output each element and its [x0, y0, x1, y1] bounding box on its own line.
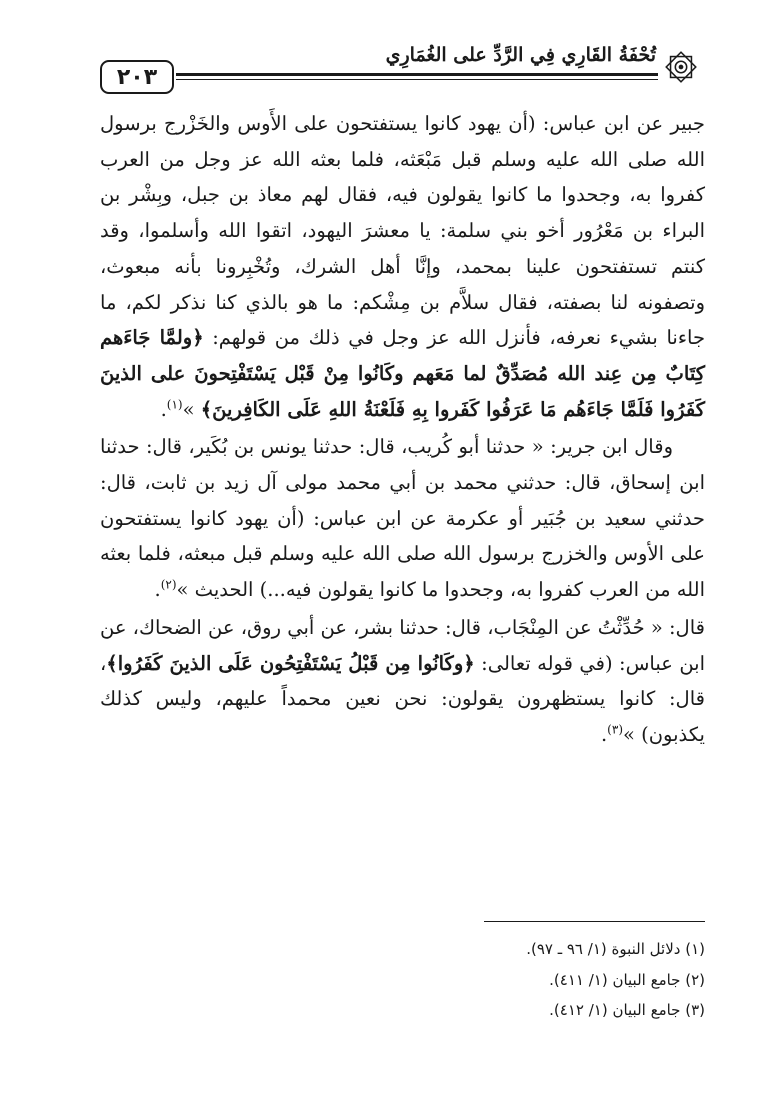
footnote-reference: (١)	[166, 397, 183, 412]
text-segment: ، قال: كانوا يستظهرون يقولون: نحن نعين محمداً عليهم، وليس كذلك يكذبون) »	[100, 651, 705, 746]
page-header	[100, 40, 700, 100]
footnote-3: (٣) جامع البيان (١/ ٤١٢).	[549, 1001, 705, 1019]
header-rule-thin	[176, 79, 658, 80]
running-title: تُحْفَةُ القَارِي فِي الرَّدِّ على الغُمَارِي	[382, 44, 656, 66]
quran-verse: ﴿ولمَّا جَاءَهم كِتَابٌ مِن عِند الله مُصَدِّقٌ لما مَعَهم وكَانُوا مِنْ قَبْل يَسْتَفْتِحونَ على الذينَ كَفَرُوا فَلَمَّا جَاءَهُم مَا عَرَفُوا كَفَروا بِهِ فَلَعْنَةُ اللهِ عَلَى الكَافِرينَ﴾	[100, 326, 705, 421]
footnote-1: (١) دلائل النبوة (١/ ٩٦ ـ ٩٧).	[526, 940, 705, 958]
text-segment: .	[160, 397, 167, 421]
main-text	[100, 106, 705, 753]
footnote-divider	[484, 921, 705, 922]
text-segment: قال: « حُدِّثْتُ عن المِنْجَاب، قال: حدثنا بشر، عن أبي روق، عن الضحاك، عن ابن عباس: (في قوله تعالى:	[100, 615, 706, 675]
text-segment: »	[182, 397, 201, 421]
footnote-2: (٢) جامع البيان (١/ ٤١١).	[549, 970, 705, 989]
paragraph	[100, 429, 705, 608]
paragraph	[100, 610, 705, 753]
text-segment: جبير عن ابن عباس: (أن يهود كانوا يستفتحون على الأَوس والخَزْرج برسول الله صلى الله عليه وسلم قبل مَبْعَثه، فلما بعثه الله عز وجل من العرب كفروا به، وجحدوا ما كانوا يقولون فيه، فقال لهم معاذ بن جبل، وبِشْر بن البراء بن مَعْرُور أخو بني سلمة: يا معشرَ اليهود، اتقوا الله وأسلموا، وقد كنتم تستفتحون علينا بمحمد، وإنَّا أهل الشرك، وتُخْبِرونا بأنه مبعوث، وتصفونه لنا بصفته، فقال سلاَّم بن مِشْكم: ما هو بالذي كنا نذكر لكم، ما جاءنا بشيء نعرفه، فأنزل الله عز وجل في ذلك من قولهم:	[100, 112, 705, 350]
footnote-reference: (٢)	[160, 577, 177, 592]
footnotes	[285, 934, 705, 1026]
header-rule-thick	[176, 73, 658, 76]
text-segment: .	[154, 578, 161, 602]
quran-verse: ﴿وكَانُوا مِن قَبْلُ يَسْتَفْتِحُون عَلَى الذينَ كَفَرُوا﴾	[106, 651, 475, 675]
text-segment: .	[600, 722, 608, 746]
footnote-reference: (٣)	[607, 722, 623, 737]
eight-point-star-ornament-icon	[662, 48, 700, 86]
paragraph	[100, 106, 705, 427]
page-number: ٢٠٣	[100, 60, 174, 94]
text-segment: وقال ابن جرير: « حدثنا أبو كُريب، قال: حدثنا يونس بن بُكَير، قال: حدثنا ابن إسحاق، قال: حدثني محمد بن أبي محمد مولى آل زيد بن ثابت، قال: حدثني سعيد بن جُبَير أو عكرمة عن ابن عباس: (أن يهود كانوا يستفتحون على الأوس والخزرج برسول الله صلى الله عليه وسلم قبل مبعثه، فلما بعثه الله من العرب كفروا به، وجحدوا ما كانوا يقولون فيه...) الحديث »	[100, 435, 705, 602]
